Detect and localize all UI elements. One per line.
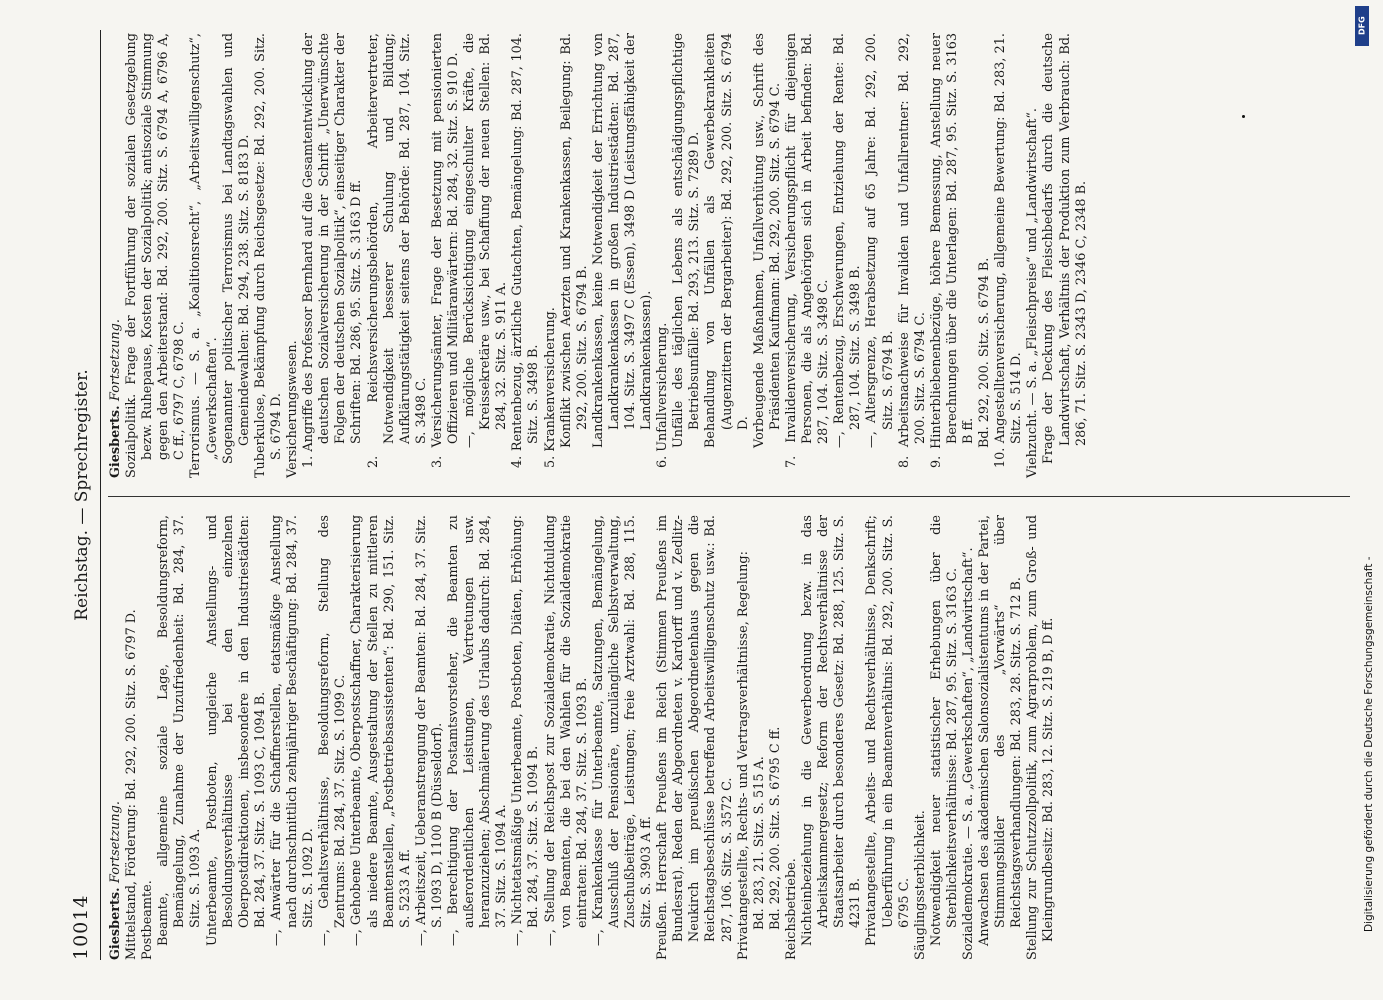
register-entry: 1. Angriffe des Professor Bernhard auf die Gesamtentwicklung der deutschen Sozialversicherung in der Schrift „Unerwünschte Folgen der deutschen Sozialpolitik“, einseitiger Charakter der Schriften: Bd. 286, 95. Sitz. S. 3163 D ff. [301,33,365,468]
register-entry: Bd. 292, 200. Sitz. S. 6795 C ff. [767,726,783,930]
register-entry: Mittelstand, Förderung: Bd. 292, 200. Sitz. S. 6797 D. [124,609,140,960]
page-header [60,30,94,960]
speaker-heading [108,515,124,960]
register-entry: Preußen. Herrschaft Preußens im Reich (Stimmen Preußens im Bundesrat). Reden der Abgeordneten v. Kardorff und v. Zedlitz-Neukirch im preußischen Abgeordnetenhaus gegen die Reichstagsbeschlüsse betreffend Arbeitswilligenschutz usw.: Bd. 287, 106. Sitz. S. 3572 C. [655,515,735,960]
register-entry: Tuberkulose, Bekämpfung durch Reichsgesetze: Bd. 292, 200. Sitz. S. 6794 D. [252,33,284,478]
page-title: Reichstag. — Sprechregister. [72,369,92,621]
register-entry: Beamte, allgemeine soziale Lage, Besoldungsreform, Bemängelung, Zunahme der Unzufriedenheit: Bd. 284, 37. Sitz. S. 1093 A. [156,515,204,946]
register-entry: 2. Reichsversicherungsbehörden, Arbeitervertreter, Notwendigkeit besserer Schulung und Bildung; Aufklärungstätigkeit seitens der Behörde: Bd. 287, 104. Sitz. S. 3498 C. [365,33,429,468]
register-entry: Versicherungswesen. [285,340,301,478]
speaker-name: Giesberts. [108,887,123,960]
register-entry: Frage der Deckung des Fleischbedarfs durch die deutsche Landwirtschaft, Verhältnis der Produktion zum Verbrauch: Bd. 286, 71. Sitz. S. 2343 D, 2346 C, 2348 B. [1041,33,1089,464]
register-entry: Sozialdemokratie. — S. a. „Gewerkschaften“, „Landwirtschaft“. [960,547,976,960]
dfg-logo: DFG [1355,6,1369,46]
digitization-credit: Digitalisierung gefördert durch die Deutsche Forschungsgemeinschaft - [1363,556,1375,932]
speck-mark [1242,115,1245,118]
register-entry: —, Arbeitszeit, Ueberanstrengung der Beamten: Bd. 284, 37. Sitz. S. 1093 D, 1100 B (Düsseldorf). [413,515,445,946]
continuation-label: Fortsetzung. [108,801,123,883]
speaker-heading [108,33,124,478]
register-entry: 10. Angestelltenversicherung, allgemeine Bewertung: Bd. 283, 21. Sitz. S. 514 D. [993,33,1025,468]
register-entry: Terrorismus. — S. a. „Koalitionsrecht“, „Arbeitswilligenschutz“, „Gewerkschaften“. [188,33,220,478]
register-entry: Stellung zur Schutzzollpolitik, zum Agrarproblem, zum Groß- und Kleingrundbesitz: Bd. 283, 12. Sitz. S. 219 B, D ff. [1025,515,1057,960]
continuation-label: Fortsetzung. [108,319,123,401]
register-entry: Anwachsen des akademischen Salonsozialistentums in der Partei, Stimmungsbilder des „Vorwärts“ über Reichstagsverhandlungen: Bd. 283, 28. Sitz. S. 712 B. [977,515,1025,946]
register-entry: Notwendigkeit neuer statistischer Erhebungen über die Sterblichkeitsverhältnisse: Bd. 287, 95. Sitz. S. 3163 C. [928,515,960,946]
register-entry: —, Berechtigung der Postamtsvorsteher, die Beamten zu außerordentlichen Leistungen, Vertretungen usw. heranzuziehen; Abschmälerung des Urlaubs dadurch: Bd. 284, 37. Sitz. S. 1094 A. [445,515,510,946]
register-entry: 7. Invalidenversicherung, Versicherungspflicht für diejenigen Personen, die als Angehörigen sich in Arbeit befinden: Bd. 287, 104. Sitz. S. 3498 C. [783,33,832,468]
register-entry: 4. Rentenbezug, ärztliche Gutachten, Bemängelung: Bd. 287, 104. Sitz. S. 3498 B. [510,33,542,468]
register-entry: Privatangestellte, Arbeits- und Rechtsverhältnisse, Denkschrift; Ueberführung in ein Beamtenverhältnis: Bd. 292, 200. Sitz. S. 6795 C. [864,515,912,946]
register-entry: —, Gehaltsverhältnisse, Besoldungsreform, Stellung des Zentrums: Bd. 284, 37. Sitz. S. 1099 C. [317,515,349,946]
register-entry: Landkrankenkassen, keine Notwendigkeit der Errichtung von Landkrankenkassen in großen Industriestädten: Bd. 287, 104. Sitz. S. 3497 C (Essen), 3498 D (Leistungsfähigkeit der Landkrankenkassen). [590,33,655,448]
register-entry: 3. Versicherungsämter, Frage der Besetzung mit pensionierten Offizieren und Militäranwärtern: Bd. 284, 32. Sitz. S. 910 D. [429,33,461,468]
register-entry: Konflikt zwischen Aerzten und Krankenkassen, Beilegung: Bd. 292, 200. Sitz. S. 6794 B. [558,33,590,448]
register-entry: 5. Krankenversicherung. [542,307,558,468]
right-column [108,33,1090,478]
register-entry: —, Rentenbezug, Erschwerungen, Entziehung der Rente: Bd. 287, 104. Sitz. S. 3498 B. [832,33,864,448]
register-entry: Sozialpolitik. Frage der Fortführung der sozialen Gesetzgebung bezw. Ruhepause, Kosten der Sozialpolitik; antisoziale Stimmung gegen den Arbeiterstand: Bd. 292, 200. Sitz. S. 6794 A, 6796 A, C ff., 6797 C, 6798 C. [124,33,188,478]
register-entry: 9. Hinterbliebenenbezüge, höhere Bemessung, Anstellung neuer Berechnungen über die Unterlagen: Bd. 287, 95. Sitz. S. 3163 B ff. [928,33,976,468]
register-entry: Unterbeamte, Postboten, ungleiche Anstellungs- und Besoldungsverhältnisse bei den einzelnen Oberpostdirektionen, insbesondere in den Industriestädten: Bd. 284, 37. Sitz. S. 1093 C, 1094 B. [204,515,268,946]
left-column [108,515,1058,960]
register-entry: Unfälle des täglichen Lebens als entschädigungspflichtige Betriebsunfälle: Bd. 293, 213. Sitz. S. 7289 D. [671,33,703,448]
register-entry: Bd. 292, 200. Sitz. S. 6794 B. [977,257,993,448]
register-entry: Vorbeugende Maßnahmen, Unfallverhütung usw., Schrift des Präsidenten Kaufmann: Bd. 292, 200. Sitz. S. 6794 C. [751,33,783,448]
register-entry: —, mögliche Berücksichtigung eingeschulter Kräfte, die Kreissekretäre usw., bei Schaffung der neuen Stellen: Bd. 284, 32. Sitz. S. 911 A. [462,33,510,448]
register-entry: Behandlung von Unfällen als Gewerbekrankheiten (Augenzittern der Bergarbeiter): Bd. 292, 200. Sitz. S. 6794 D. [703,33,751,448]
register-entry: Postbeamte. [140,880,156,960]
register-entry: Reichsbetriebe. [783,858,799,960]
register-entry: —, Altersgrenze, Herabsetzung auf 65 Jahre: Bd. 292, 200. Sitz. S. 6794 B. [864,33,896,448]
register-page [60,30,1350,960]
page-number: 10014 [70,894,92,960]
register-entry: 6. Unfallversicherung. [655,322,671,468]
register-entry: Säuglingssterblichkeit. [912,810,928,960]
register-entry: —, Krankenkasse für Unterbeamte, Satzungen, Bemängelung, Ausschluß der Pensionäre, unzulängliche Selbstverwaltung, Zuschußbeiträge, Leistungen; freie Arztwahl: Bd. 288, 115. Sitz. S. 3903 A ff. [590,515,655,946]
register-entry: —, Gehobene Unterbeamte, Oberpostschaffner, Charakterisierung als niedere Beamte, Ausgestaltung der Stellen zu mittleren Beamtenstellen, „Postbetriebsassistenten“: Bd. 290, 151. Sitz. S. 5233 A ff. [349,514,413,946]
register-entry: —, Nichtetatsmäßige Unterbeamte, Postboten, Diäten, Erhöhung: Bd. 284, 37. Sitz. S. 1094 B. [510,515,542,946]
register-entry: Privatangestellte, Rechts- und Vertragsverhältnisse, Regelung: [735,551,751,960]
register-entry: Sogenannter politischer Terrorismus bei Landtagswahlen und Gemeindewahlen: Bd. 294, 238. Sitz. S. 8183 D. [220,33,252,464]
register-entry: Nichteinbeziehung in die Gewerbeordnung bezw. in das Arbeitskammergesetz; Reform der Rechtsverhältnisse der Staatsarbeiter durch besonderes Gesetz: Bd. 288, 125. Sitz. S. 4231 B. [800,515,864,946]
header-rule [100,30,101,960]
speaker-name: Giesberts. [108,405,123,478]
register-entry: Bd. 283, 21. Sitz. S. 515 A. [751,756,767,930]
register-entry: —, Anwärter für die Schaffnerstellen, etatsmäßige Anstellung nach durchschnittlich zehnjähriger Beschäftigung: Bd. 284, 37. Sitz. S. 1092 D. [268,515,317,946]
register-entry: 8. Arbeitsnachweise für Invaliden und Unfallrentner: Bd. 292, 200. Sitz. S. 6794 C. [896,33,928,468]
register-entry: Viehzucht. — S. a. „Fleischpreise“ und „Landwirtschaft“. [1025,108,1041,478]
register-entry: —, Stellung der Reichspost zur Sozialdemokratie, Nichtduldung von Beamten, die bei den Wahlen für die Sozialdemokratie eintraten: Bd. 284, 37. Sitz. S. 1093 B. [542,515,590,946]
column-divider [108,496,1350,497]
